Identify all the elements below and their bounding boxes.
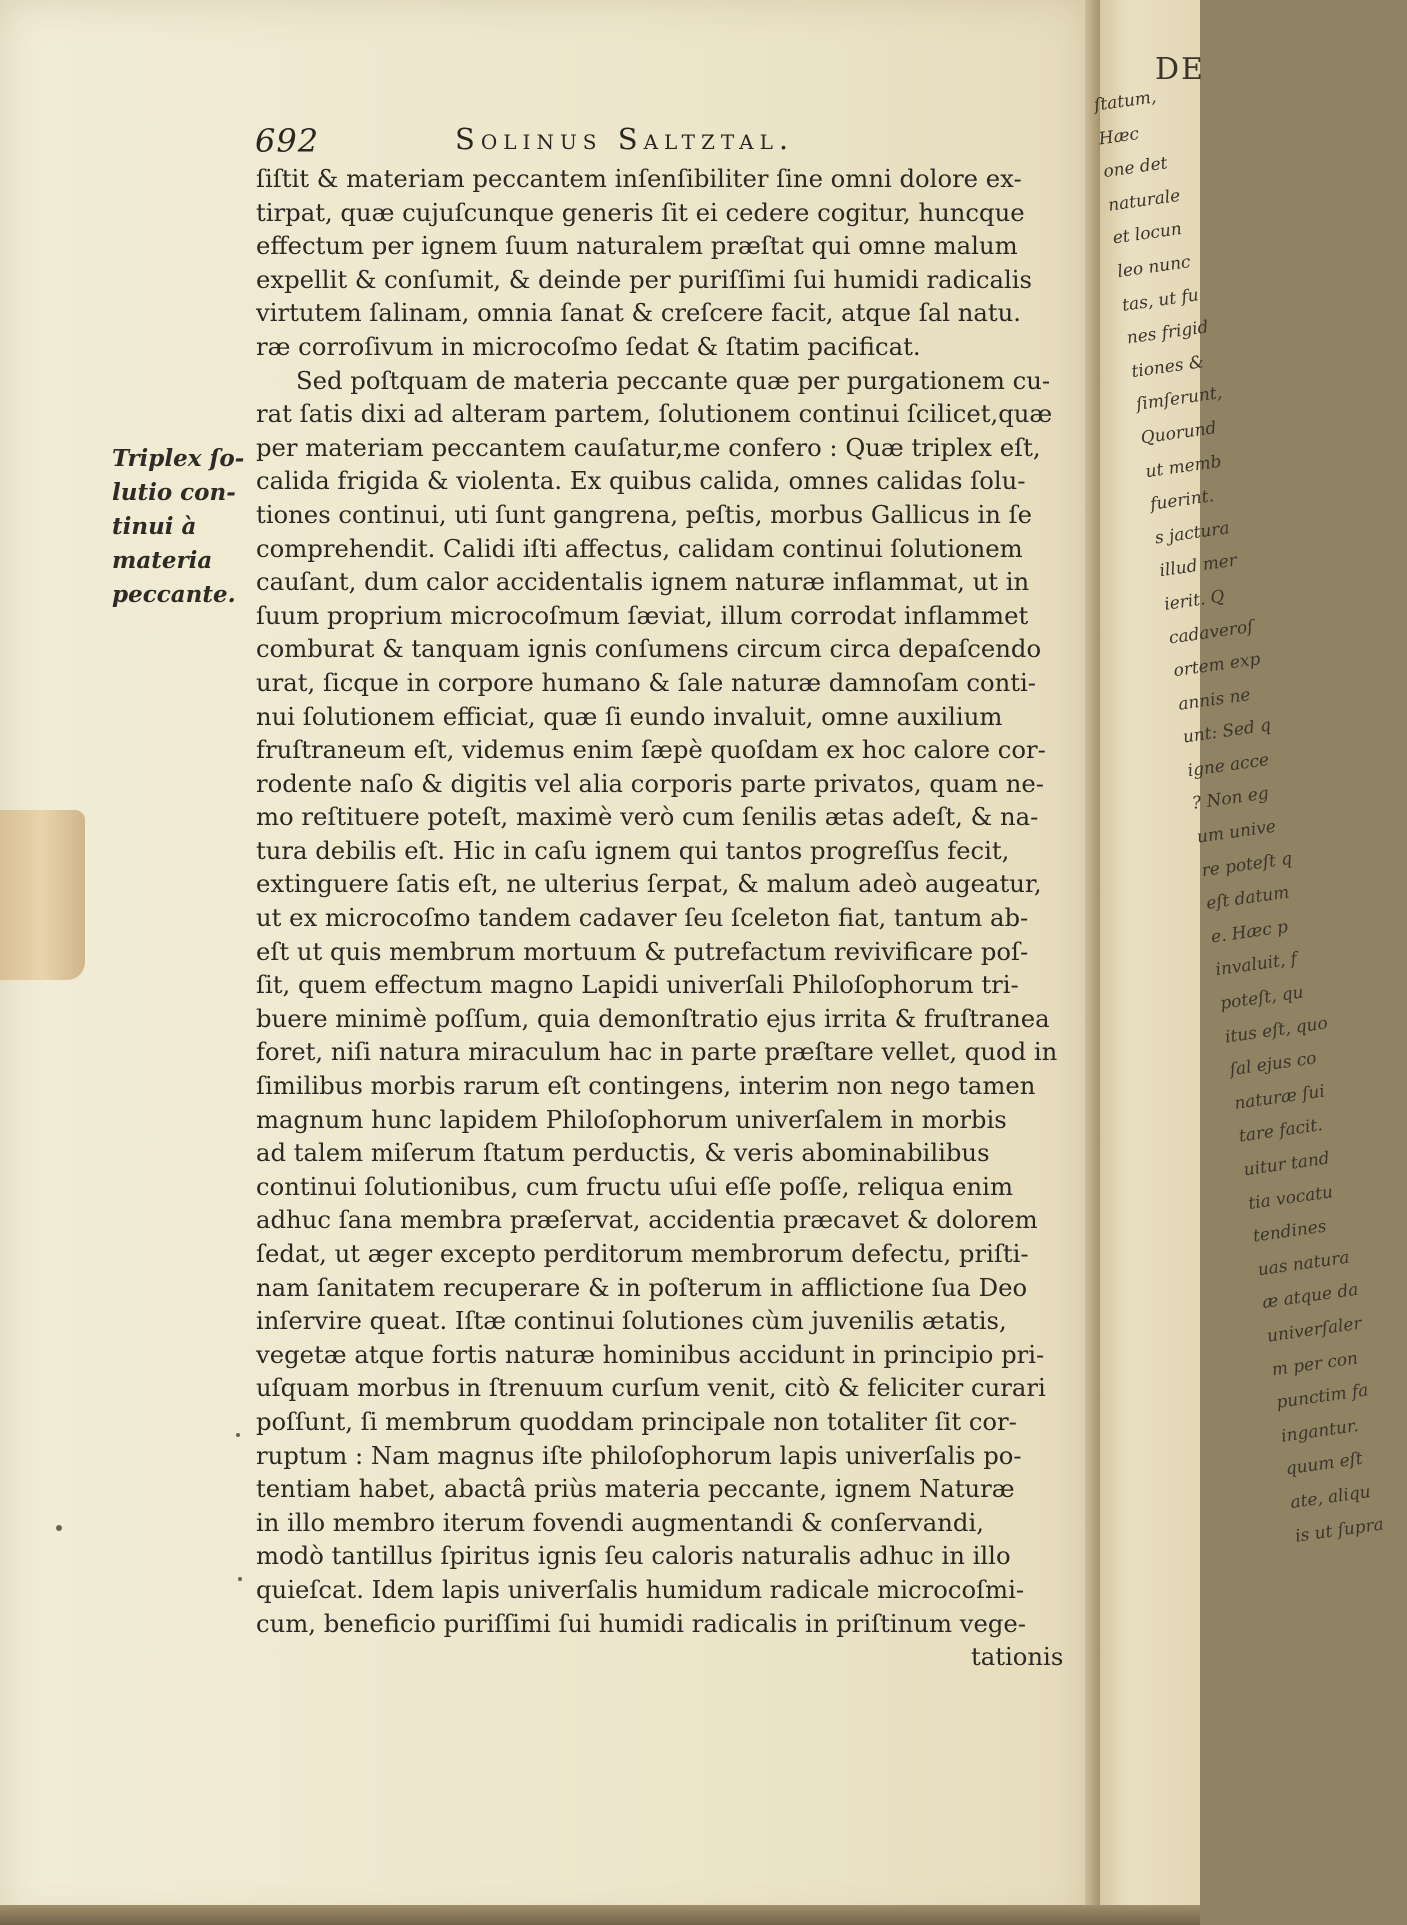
facing-text-fragment: naturæ ſui: [1233, 1081, 1327, 1114]
catchword: tationis: [971, 1642, 1064, 1672]
text-line: mo reſtituere poteſt, maximè verò cum ſenilis ætas adeſt, & na-: [256, 802, 1039, 832]
text-line: per materiam peccantem cauſatur,me confero : Quæ triplex eſt,: [256, 432, 1041, 462]
text-line: nui ſolutionem efficiat, quæ ſi eundo invaluit, omne auxilium: [256, 701, 1003, 731]
margin-note-line: Triplex ſo-: [112, 445, 245, 472]
facing-text-fragment: fuerint.: [1148, 486, 1216, 515]
facing-text-fragment: ſtatum,: [1092, 87, 1158, 116]
facing-text-fragment: e. Hæc p: [1209, 916, 1290, 948]
facing-text-fragment: tia vocatu: [1247, 1181, 1335, 1214]
facing-text-fragment: ? Non eg: [1191, 783, 1270, 815]
text-line: vegetæ atque fortis naturæ hominibus accidunt in principio pri-: [256, 1339, 1045, 1369]
text-line: tirpat, quæ cujuſcunque generis ſit ei cedere cogitur, huncque: [256, 197, 1025, 227]
text-line: tiones continui, uti ſunt gangrena, peſtis, morbus Gallicus in ſe: [256, 499, 1033, 529]
speck: [56, 1525, 62, 1531]
margin-note-line: lutio con-: [112, 479, 236, 506]
text-line: ruptum : Nam magnus iſte philoſophorum lapis univerſalis po-: [256, 1440, 1022, 1470]
text-line: virtutem ſalinam, omnia ſanat & creſcere facit, atque ſal natu.: [256, 298, 1021, 328]
text-line: adhuc ſana membra præſervat, accidentia præcavet & dolorem: [256, 1205, 1038, 1235]
speck: [238, 1577, 242, 1581]
text-line: ut ex microcoſmo tandem cadaver ſeu ſceleton fiat, tantum ab-: [256, 903, 1029, 933]
text-line: calida frigida & violenta. Ex quibus calida, omnes calidas ſolu-: [256, 466, 1026, 496]
text-line: inſervire queat. Iſtæ continui ſolutiones cùm juvenilis ætatis,: [256, 1306, 1007, 1336]
facing-page-head: DE: [1155, 52, 1205, 87]
text-line: tura debilis eſt. Hic in caſu ignem qui tantos progreſſus fecit,: [256, 835, 1010, 865]
tape-mark: [0, 810, 85, 980]
text-line: effectum per ignem ſuum naturalem præſtat qui omne malum: [256, 231, 1018, 261]
scan-bottom-edge: [0, 1905, 1200, 1925]
text-line: quieſcat. Idem lapis univerſalis humidum radicale microcoſmi-: [256, 1574, 1025, 1604]
text-line: Sed poſtquam de materia peccante quæ per purgationem cu-: [296, 365, 1051, 395]
text-line: urat, ſicque in corpore humano & ſale naturæ damnoſam conti-: [256, 667, 1036, 697]
text-line: in illo membro iterum fovendi augmentandi & conſervandi,: [256, 1507, 984, 1537]
running-head: [255, 122, 1045, 166]
text-line: cum, beneficio puriſſimi ſui humidi radicalis in priſtinum vege-: [256, 1608, 1026, 1638]
facing-text-fragment: itus eſt, quo: [1223, 1013, 1329, 1048]
margin-note-line: tinui à: [112, 513, 197, 540]
text-line: poſſunt, ſi membrum quoddam principale non totaliter ſit cor-: [256, 1406, 1017, 1436]
facing-text-fragment: cadaveroſ: [1167, 616, 1255, 649]
text-line: fruſtraneum eſt, videmus enim ſæpè quoſdam ex hoc calore cor-: [256, 735, 1046, 765]
facing-text-fragment: ut memb: [1144, 451, 1223, 482]
text-line: magnum hunc lapidem Philoſophorum univerſalem in morbis: [256, 1104, 1007, 1134]
text-line: nam ſanitatem recuperare & in poſterum in afflictione ſua Deo: [256, 1272, 1028, 1302]
facing-text-fragment: ſal ejus co: [1228, 1048, 1318, 1081]
facing-text-fragment: illud mer: [1158, 550, 1239, 582]
text-line: modò tantillus ſpiritus ignis ſeu caloris naturalis adhuc in illo: [256, 1541, 1011, 1571]
facing-text-fragment: æ atque da: [1261, 1280, 1360, 1314]
facing-text-fragment: ortem exp: [1172, 649, 1262, 682]
margin-note: [112, 442, 262, 612]
text-line: expellit & conſumit, & deinde per puriſſimi ſui humidi radicalis: [256, 264, 1033, 294]
margin-note-line: materia: [112, 547, 213, 574]
text-line: ad talem miſerum ſtatum perductis, & veris abominabilibus: [256, 1138, 990, 1168]
text-line: eſt ut quis membrum mortuum & putrefactum revivificare poſ-: [256, 936, 1029, 966]
facing-text-fragment: naturale: [1106, 185, 1182, 216]
facing-text-fragment: eſt datum: [1205, 882, 1291, 915]
facing-text-fragment: Quorund: [1139, 418, 1218, 449]
facing-text-fragment: tendines: [1251, 1216, 1328, 1247]
facing-text-fragment: igne acce: [1186, 749, 1271, 782]
text-line: uſquam morbus in ſtrenuum curſum venit, citò & feliciter curari: [256, 1373, 1046, 1403]
text-line: extinguere ſatis eſt, ne ulterius ſerpat, & malum adeò augeatur,: [256, 869, 1042, 899]
speck: [236, 1433, 240, 1437]
text-line: ræ corroſivum in microcoſmo ſedat & ſtatim pacificat.: [256, 331, 921, 361]
facing-text-fragment: tare facit.: [1237, 1115, 1324, 1148]
facing-text-fragment: tiones &: [1130, 351, 1206, 382]
facing-text-fragment: poteſt, qu: [1219, 982, 1305, 1014]
facing-text-fragment: re poteſt q: [1200, 848, 1294, 881]
facing-text-fragment: ſimſerunt,: [1134, 383, 1224, 416]
facing-text-fragment: is ut ſupra: [1293, 1514, 1385, 1547]
facing-text-fragment: invaluit, f: [1214, 949, 1299, 981]
facing-text-fragment: punctim fa: [1275, 1380, 1370, 1414]
facing-text-fragment: Hæc: [1097, 123, 1141, 150]
facing-text-fragment: ierit. Q: [1162, 586, 1226, 615]
text-line: comprehendit. Calidi iſti affectus, calidam continui ſolutionem: [256, 533, 1023, 563]
text-line: cauſant, dum calor accidentalis ignem naturæ inflammat, ut in: [256, 567, 1030, 597]
facing-text-fragment: m per con: [1270, 1348, 1360, 1380]
text-line: comburat & tanquam ignis conſumens circum circa depaſcendo: [256, 634, 1042, 664]
facing-text-fragment: uas natura: [1256, 1247, 1351, 1281]
text-line: continui ſolutionibus, cum fructu uſui eſſe poſſe, reliqua enim: [256, 1171, 1013, 1201]
facing-text-fragment: univerſaler: [1265, 1313, 1363, 1347]
text-line: ſiſtit & materiam peccantem inſenſibiliter ſine omni dolore ex-: [256, 164, 1022, 193]
facing-text-fragment: tas, ut fu: [1120, 284, 1200, 316]
text-line: ſuum proprium microcoſmum ſæviat, illum corrodat inflammet: [256, 600, 1029, 630]
facing-text-fragment: one det: [1102, 153, 1169, 183]
facing-text-fragment: uitur tand: [1242, 1148, 1331, 1181]
facing-text-fragment: unt: Sed q: [1181, 715, 1273, 748]
facing-text-fragment: um unive: [1195, 816, 1278, 848]
facing-text-fragment: annis ne: [1176, 684, 1252, 715]
text-line: rodente naſo & digitis vel alia corporis parte privatos, quam ne-: [256, 768, 1044, 798]
text-line: ſimilibus morbis rarum eſt contingens, interim non nego tamen: [256, 1071, 1036, 1101]
text-line: ſit, quem effectum magno Lapidi univerſali Philoſophorum tri-: [256, 970, 1019, 1000]
running-title: Solinus Saltztal.: [455, 122, 795, 156]
facing-text-fragment: ingantur.: [1279, 1415, 1360, 1447]
main-text-block: [256, 162, 1064, 1674]
margin-note-line: peccante.: [112, 581, 236, 608]
facing-text-fragment: s jactura: [1153, 517, 1231, 549]
text-line: ſedat, ut æger excepto perditorum membrorum defectu, priſti-: [256, 1239, 1029, 1268]
text-line: foret, niſi natura miraculum hac in parte præſtare vellet, quod in: [256, 1037, 1058, 1067]
facing-text-fragment: leo nunc: [1116, 252, 1192, 283]
text-line: tentiam habet, abactâ priùs materia peccante, ignem Naturæ: [256, 1474, 1015, 1504]
facing-text-fragment: et locun: [1111, 219, 1184, 249]
text-line: rat ſatis dixi ad alteram partem, ſolutionem continui ſcilicet,quæ: [256, 399, 1053, 429]
facing-text-fragment: ate, aliqu: [1289, 1481, 1372, 1513]
page-number: 692: [255, 122, 320, 160]
facing-text-fragment: quum eſt: [1284, 1449, 1365, 1480]
facing-text-fragment: nes frigid: [1125, 317, 1210, 349]
text-line: buere minimè poſſum, quia demonſtratio ejus irrita & fruſtranea: [256, 1003, 1050, 1033]
